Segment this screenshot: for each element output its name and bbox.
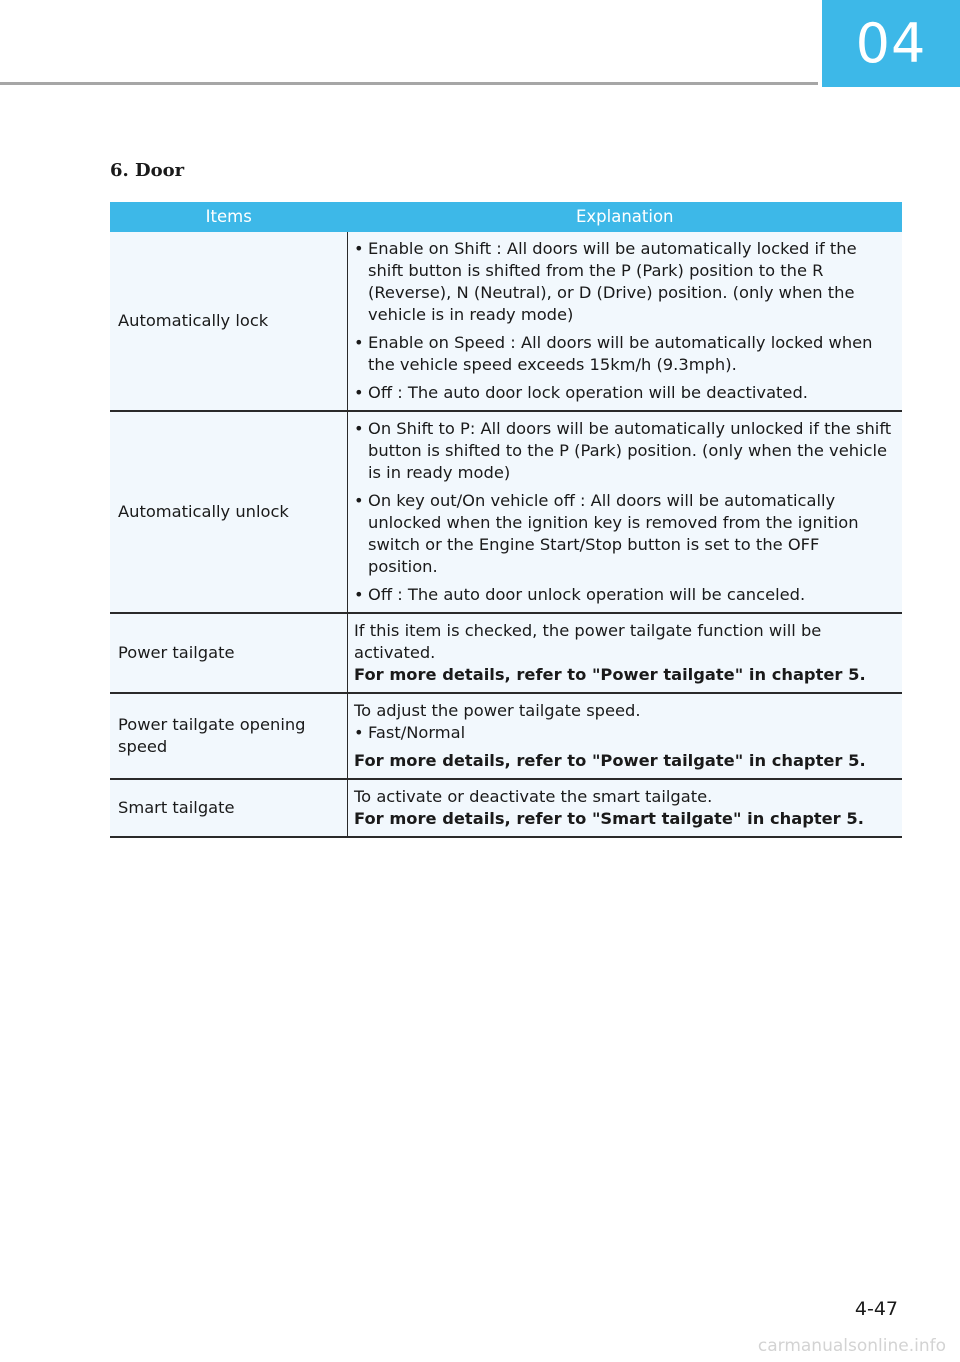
explanation-bullet: • On Shift to P: All doors will be automatically unlocked if the shift button is shifted to the P (Park) position. (only when the vehicle is in ready mode) <box>354 418 892 484</box>
table-row <box>110 693 902 779</box>
explanation-cell <box>348 411 903 613</box>
explanation-text: To adjust the power tailgate speed. <box>354 701 641 720</box>
item-name: Power tailgate <box>110 613 348 693</box>
table-row <box>110 613 902 693</box>
explanation-bullet: • Fast/Normal <box>354 722 892 744</box>
item-name: Power tailgate opening speed <box>110 693 348 779</box>
column-header-items: Items <box>110 202 348 232</box>
table-row <box>110 779 902 837</box>
chapter-tab: 04 <box>822 0 960 87</box>
chapter-reference: For more details, refer to "Power tailgate" in chapter 5. <box>354 751 866 770</box>
watermark-text: carmanualsonline.info <box>757 1336 946 1356</box>
explanation-text: If this item is checked, the power tailgate function will be activated. <box>354 621 822 662</box>
table-row <box>110 411 902 613</box>
section-title: 6. Door <box>110 160 185 181</box>
explanation-bullet: • Off : The auto door unlock operation will be canceled. <box>354 584 892 606</box>
header-rule <box>0 82 818 85</box>
item-name: Automatically lock <box>110 232 348 411</box>
explanation-bullet: • On key out/On vehicle off : All doors will be automatically unlocked when the ignition key is removed from the ignition switch or the Engine Start/Stop button is set to the OFF position. <box>354 490 892 578</box>
explanation-text: To activate or deactivate the smart tailgate. <box>354 787 713 806</box>
explanation-cell <box>348 693 903 779</box>
table-row <box>110 232 902 411</box>
item-name: Automatically unlock <box>110 411 348 613</box>
door-settings-table <box>110 202 902 838</box>
chapter-reference: For more details, refer to "Smart tailgate" in chapter 5. <box>354 809 864 828</box>
explanation-cell <box>348 613 903 693</box>
explanation-cell <box>348 232 903 411</box>
explanation-bullet: • Off : The auto door lock operation will be deactivated. <box>354 382 892 404</box>
table-header-row <box>110 202 902 232</box>
chapter-reference: For more details, refer to "Power tailgate" in chapter 5. <box>354 665 866 684</box>
page-number: 4-47 <box>854 1298 898 1320</box>
item-name: Smart tailgate <box>110 779 348 837</box>
explanation-cell <box>348 779 903 837</box>
explanation-bullet: • Enable on Speed : All doors will be automatically locked when the vehicle speed exceeds 15km/h (9.3mph). <box>354 332 892 376</box>
explanation-bullet: • Enable on Shift : All doors will be automatically locked if the shift button is shifted from the P (Park) position to the R (Reverse), N (Neutral), or D (Drive) position. (only when the vehicle is in ready mode) <box>354 238 892 326</box>
column-header-explanation: Explanation <box>348 202 903 232</box>
